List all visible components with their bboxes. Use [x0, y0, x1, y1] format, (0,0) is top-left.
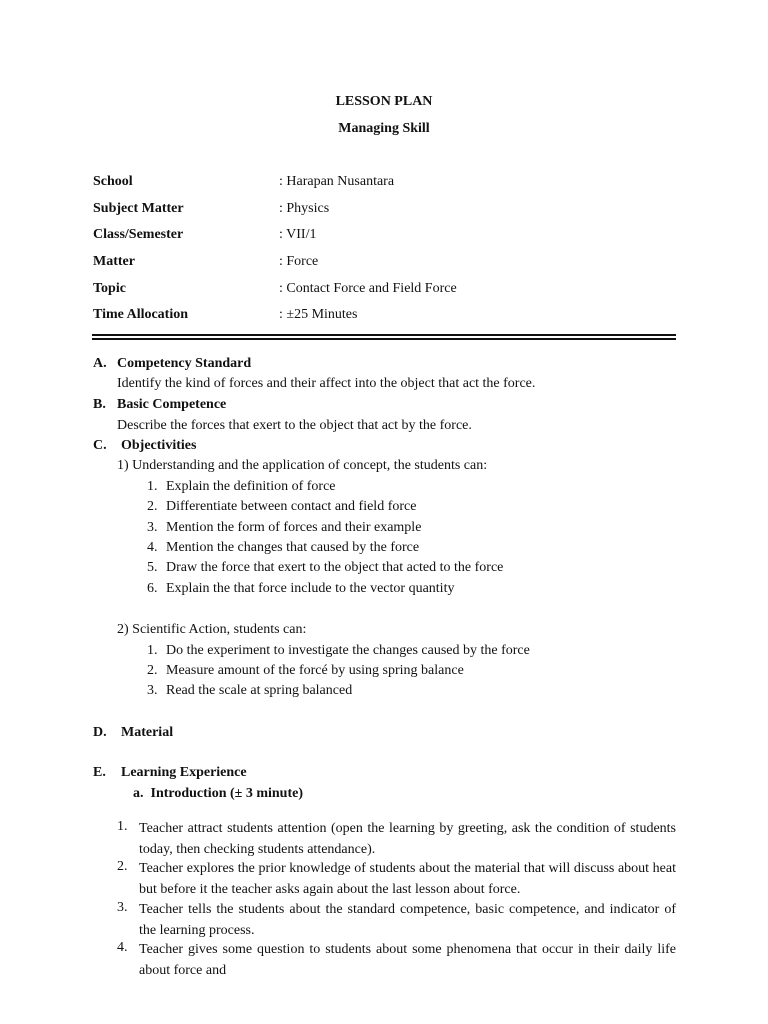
info-label: Time Allocation	[93, 307, 189, 323]
info-label: Subject Matter	[93, 200, 184, 216]
list-item: 2. Teacher explores the prior knowledge of students about the material that will discuss about heat but before it the teacher asks again about the last lesson about force.	[117, 859, 676, 897]
section-letter: E.	[93, 765, 106, 780]
doc-subtitle: Managing Skill	[338, 121, 430, 136]
list-item: 1. Do the experiment to investigate the changes caused by the force	[147, 643, 530, 658]
list-item: 1. Teacher attract students attention (open the learning by greeting, ask the condition of students today, then checking students attendance).	[117, 819, 676, 857]
section-b-heading	[93, 397, 226, 413]
section-title: Competency Standard	[117, 356, 252, 371]
list-item: 6. Explain the that force include to the vector quantity	[147, 581, 455, 596]
info-value: : Contact Force and Field Force	[279, 280, 457, 296]
info-label: School	[93, 174, 133, 189]
section-letter: A.	[93, 356, 107, 371]
objectives-group2-heading: 2) Scientific Action, students can:	[117, 622, 307, 637]
section-letter: C.	[93, 438, 107, 453]
section-c-heading	[93, 438, 196, 454]
list-item: 4. Mention the changes that caused by the force	[147, 540, 420, 555]
list-item: 2. Measure amount of the forcé by using spring balance	[147, 663, 464, 678]
info-value: : Harapan Nusantara	[279, 174, 395, 189]
list-item: 2. Differentiate between contact and field force	[147, 499, 417, 514]
info-value: : Physics	[279, 200, 330, 216]
introduction-heading: a. Introduction (± 3 minute)	[133, 786, 303, 801]
doc-title: LESSON PLAN	[335, 94, 433, 109]
objectives-group1-heading: 1) Understanding and the application of concept, the students can:	[117, 458, 488, 473]
section-letter: B.	[93, 397, 106, 412]
section-a-heading	[93, 356, 251, 372]
list-item: 3. Mention the form of forces and their example	[147, 520, 422, 535]
section-letter: D.	[93, 725, 107, 740]
section-title: Basic Competence	[117, 397, 227, 412]
list-item: 4. Teacher gives some question to students about some phenomena that occur in their daily life about force and	[117, 940, 676, 978]
info-value: : Force	[279, 254, 319, 270]
section-title: Material	[121, 725, 174, 740]
divider-line	[92, 338, 676, 340]
info-label: Class/Semester	[93, 227, 184, 243]
section-a-text: Identify the kind of forces and their affect into the object that act the force.	[117, 376, 536, 391]
section-b-text: Describe the forces that exert to the object that act by the force.	[117, 418, 472, 433]
list-item: 5. Draw the force that exert to the object that acted to the force	[147, 560, 504, 575]
section-d-heading	[93, 725, 173, 741]
info-value: : VII/1	[279, 227, 317, 243]
section-title: Objectivities	[121, 438, 197, 453]
section-e-heading	[93, 765, 247, 781]
list-item: 3. Teacher tells the students about the standard competence, basic competence, and indicator of the learning process.	[117, 900, 676, 938]
info-label: Topic	[93, 280, 126, 296]
list-item: 3. Read the scale at spring balanced	[147, 683, 353, 698]
info-value: : ±25 Minutes	[279, 307, 358, 323]
divider-line	[92, 334, 676, 336]
section-title: Learning Experience	[121, 765, 247, 780]
info-label: Matter	[93, 254, 135, 270]
list-item: 1. Explain the definition of force	[147, 479, 336, 494]
